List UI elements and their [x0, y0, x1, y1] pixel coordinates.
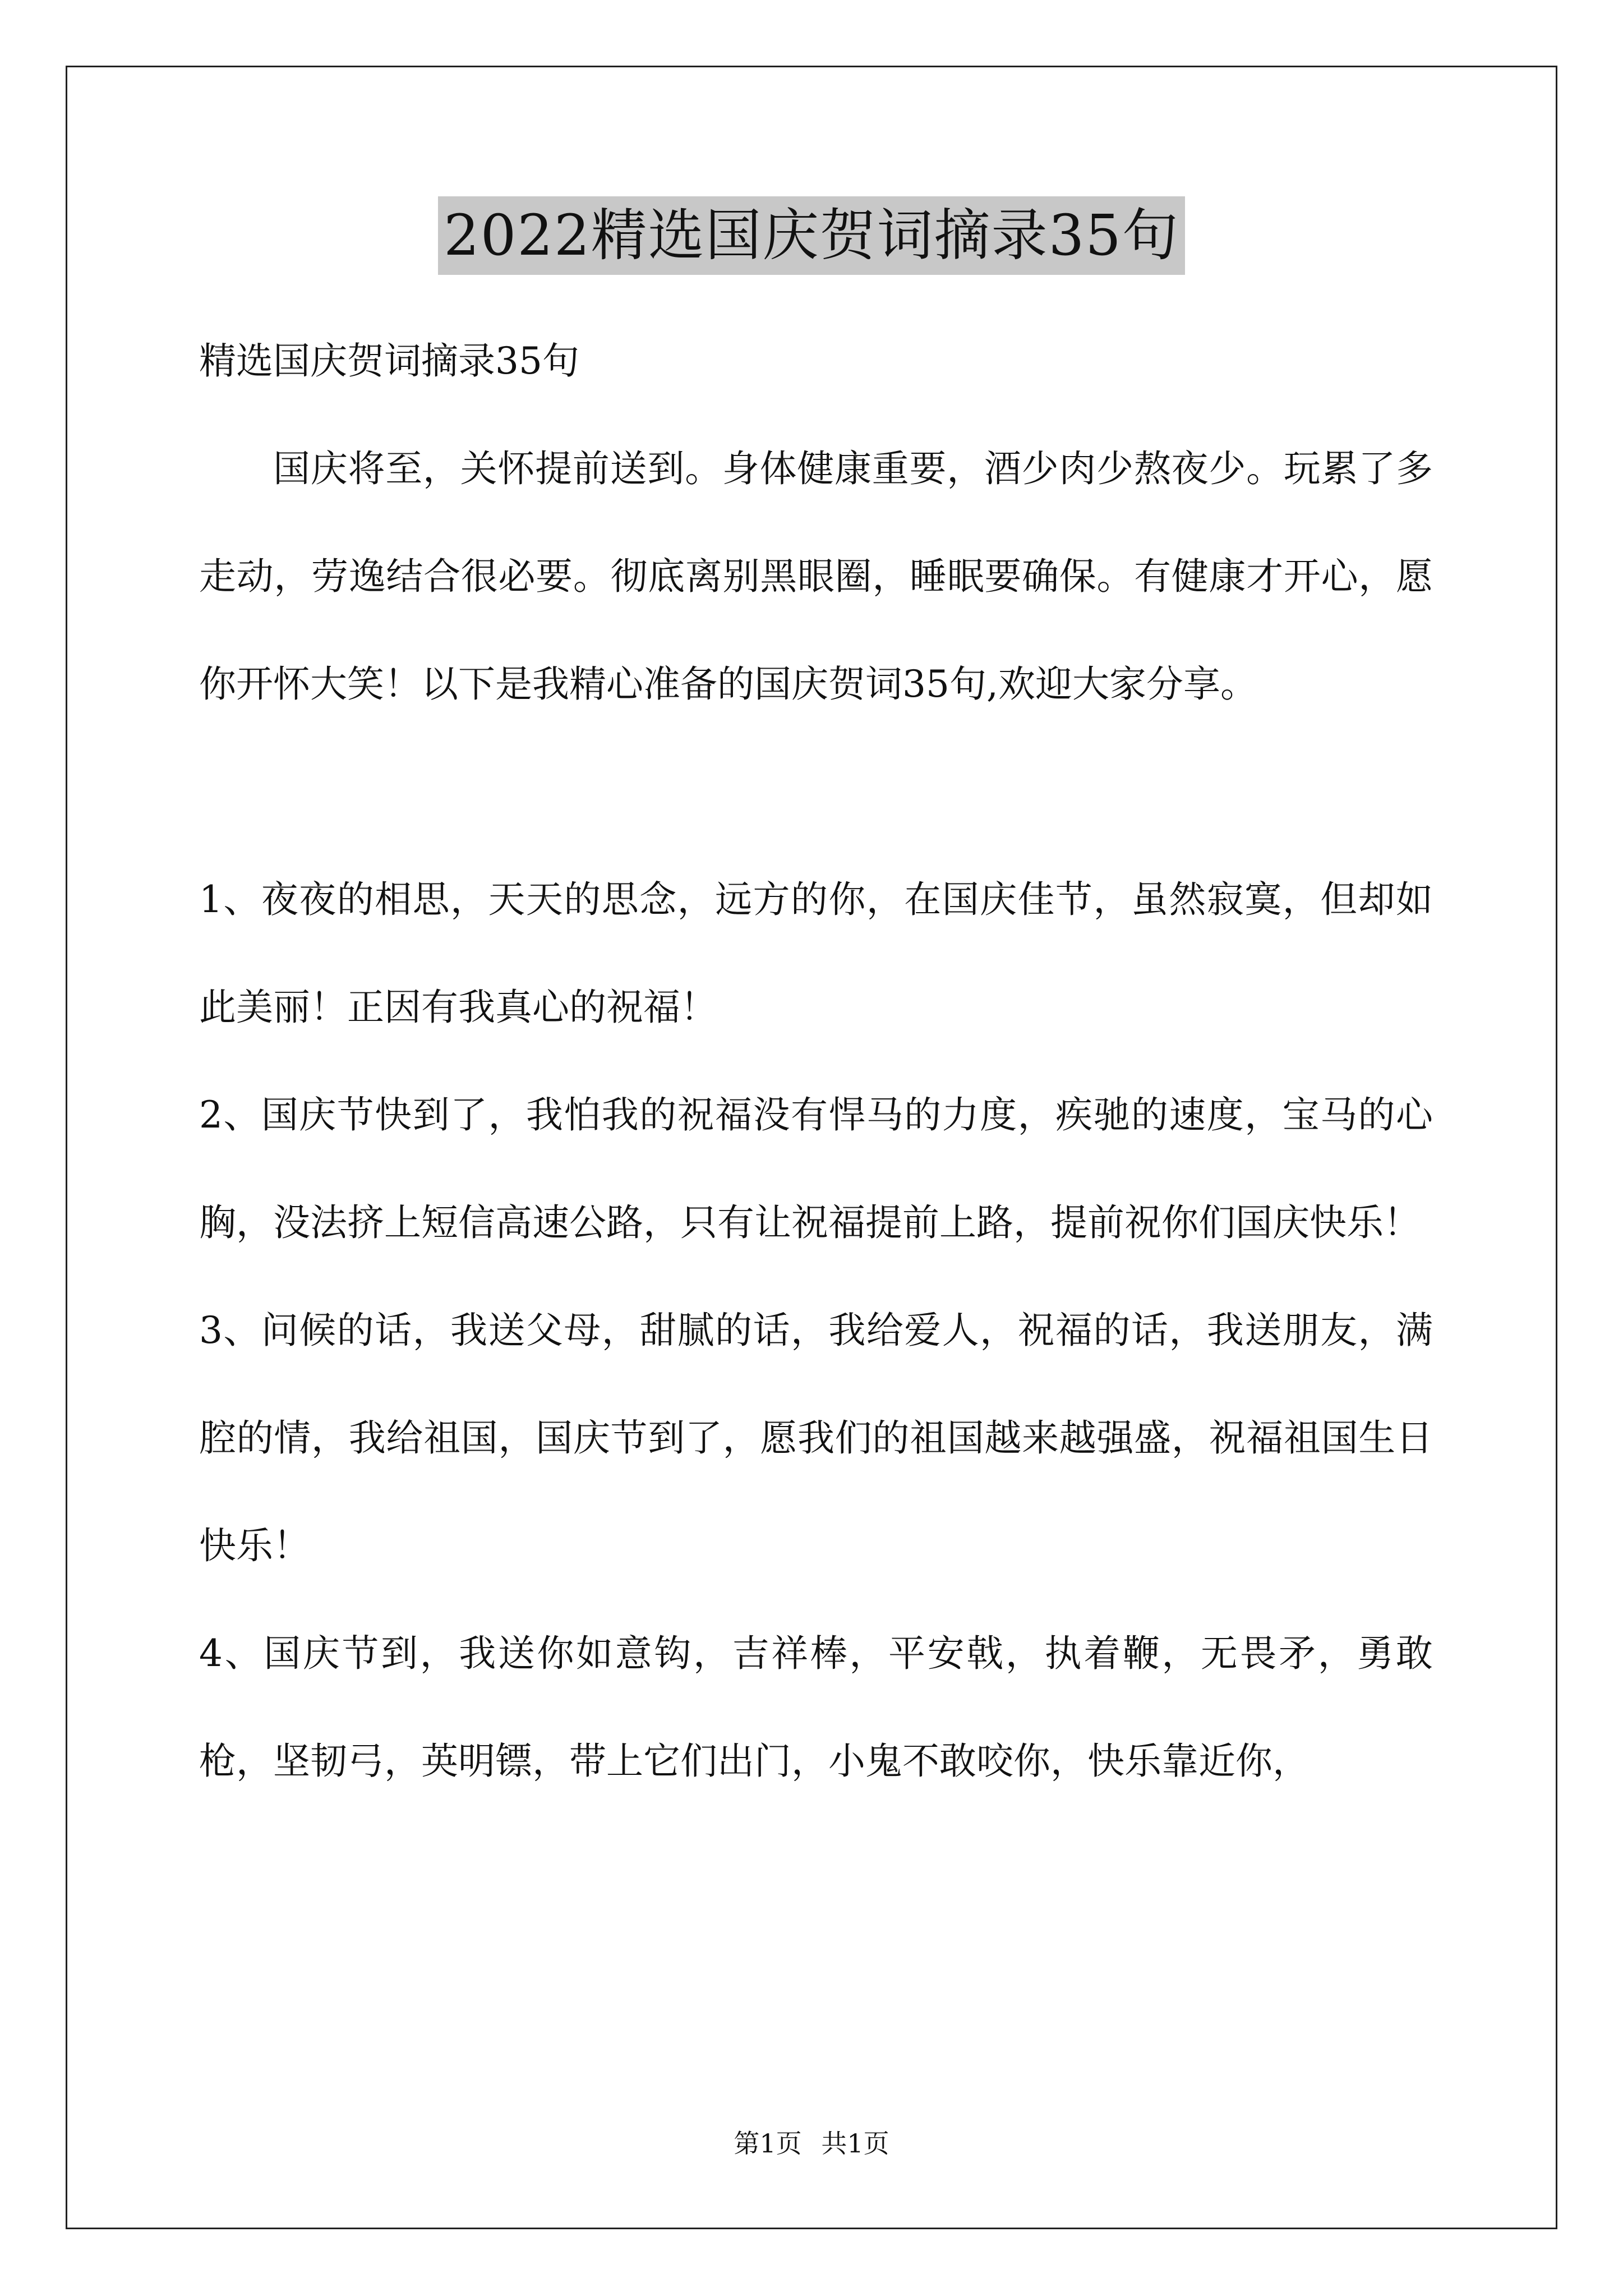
document-title: 2022精选国庆贺词摘录35句	[438, 196, 1185, 275]
list-item: 3、问候的话，我送父母，甜腻的话，我给爱人，祝福的话，我送朋友，满腔的情，我给祖国，国庆节到了，愿我们的祖国越来越强盛，祝福祖国生日快乐！	[199, 1309, 1433, 1567]
document-body	[199, 307, 1433, 1815]
page-footer	[0, 2123, 1623, 2160]
document-subtitle: 精选国庆贺词摘录35句	[199, 339, 579, 383]
list-item: 4、国庆节到，我送你如意钩，吉祥棒，平安戟，执着鞭，无畏矛，勇敢枪，坚韧弓，英明镖，带上它们出门，小鬼不敢咬你，快乐靠近你，	[199, 1632, 1433, 1783]
page-total: 共1页	[821, 2128, 889, 2159]
list-item: 2、国庆节快到了，我怕我的祝福没有悍马的力度，疾驰的速度，宝马的心胸，没法挤上短信高速公路，只有让祝福提前上路，提前祝你们国庆快乐！	[199, 1093, 1433, 1244]
list-item: 1、夜夜的相思，天天的思念，远方的你，在国庆佳节，虽然寂寞，但却如此美丽！正因有我真心的祝福！	[199, 878, 1433, 1029]
intro-paragraph: 国庆将至，关怀提前送到。身体健康重要，酒少肉少熬夜少。玩累了多走动，劳逸结合很必要。彻底离别黑眼圈，睡眠要确保。有健康才开心，愿你开怀大笑！以下是我精心准备的国庆贺词35句,欢迎大家分享。	[199, 447, 1433, 706]
paragraph-spacer	[199, 738, 1433, 846]
page-number: 第1页	[734, 2128, 802, 2159]
title-container	[0, 196, 1623, 275]
